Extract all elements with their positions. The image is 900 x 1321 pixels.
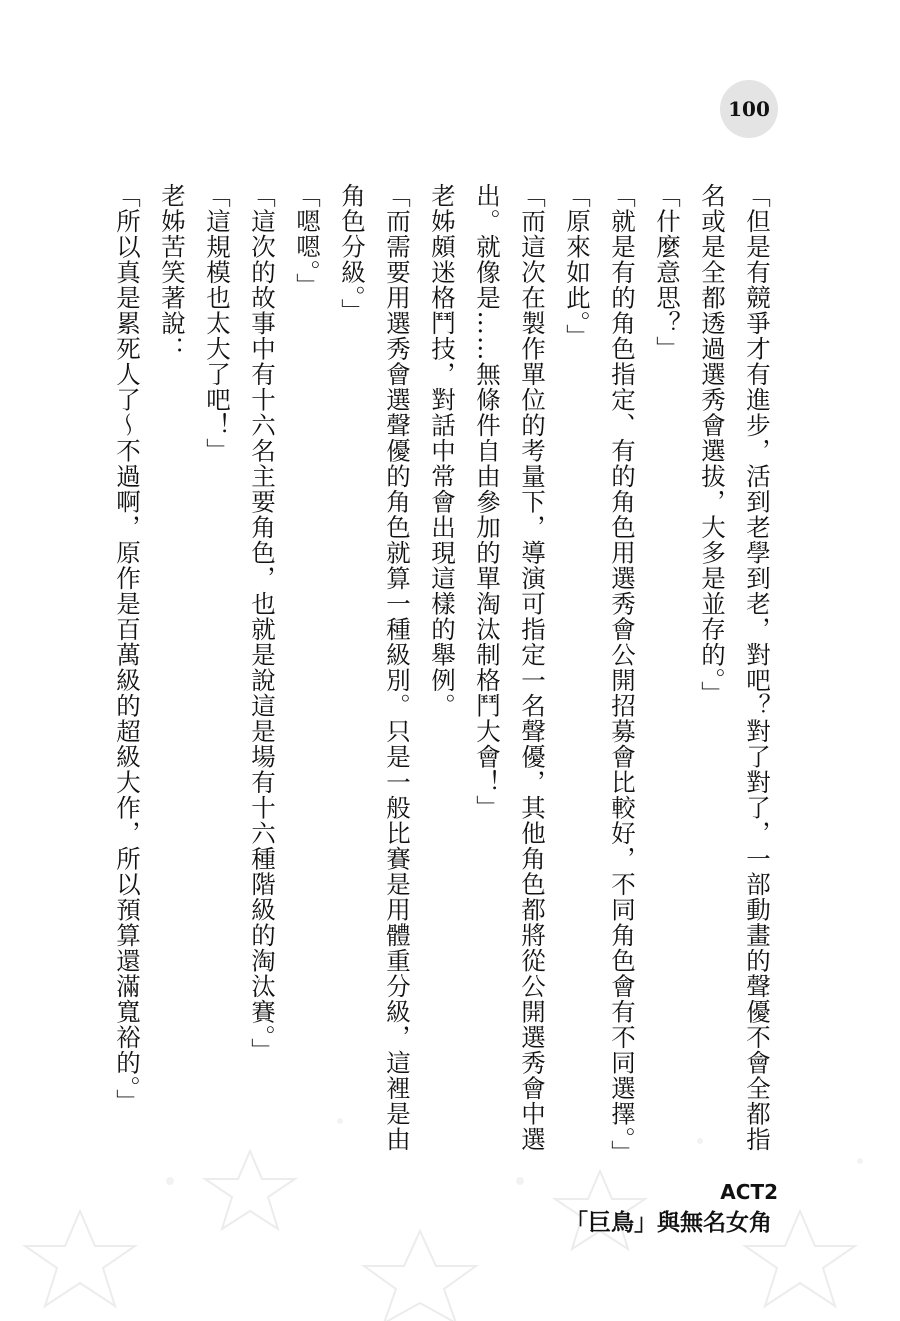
text-line: 「這次的故事中有十六名主要角色，也就是說這是場有十六種階級的淘汰賽。」	[248, 183, 277, 1064]
text-line: 「就是有的角色指定、有的角色用選秀會公開招募會比較好，不同角色會有不同選擇。」	[608, 183, 637, 1166]
text-line: 角色分級。」	[338, 183, 367, 324]
chapter-title: 「巨鳥」與無名女角	[565, 1210, 772, 1236]
text-line: 名或是全都透過選秀會選拔，大多是並存的。」	[698, 183, 727, 707]
text-line: 老姊苦笑著說：	[158, 183, 187, 362]
text-line: 出。就像是……無條件自由參加的單淘汰制格鬥大會！」	[473, 183, 502, 821]
text-line: 「這規模也太大了吧！」	[203, 183, 232, 464]
text-line: 「而這次在製作單位的考量下，導演可指定一名聲優，其他角色都將從公開選秀會中選	[518, 183, 547, 1152]
page-number-badge	[720, 80, 778, 138]
text-line: 「嗯嗯。」	[293, 183, 322, 299]
text-line: 「什麼意思？」	[653, 183, 682, 362]
page-number: 100	[728, 97, 770, 121]
text-line: 「但是有競爭才有進步，活到老學到老，對吧？對了對了，一部動畫的聲優不會全都指	[743, 183, 772, 1152]
text-line: 老姊頗迷格鬥技，對話中常會出現這樣的舉例。	[428, 183, 457, 719]
body-text	[105, 183, 780, 1166]
text-line: 「而需要用選秀會選聲優的角色就算一種級別。只是一般比賽是用體重分級，這裡是由	[383, 183, 412, 1152]
text-line: 「所以真是累死人了～不過啊，原作是百萬級的超級大作，所以預算還滿寬裕的。」	[113, 183, 142, 1115]
text-line: 「原來如此。」	[563, 183, 592, 350]
chapter-act-label: ACT2	[720, 1180, 778, 1204]
